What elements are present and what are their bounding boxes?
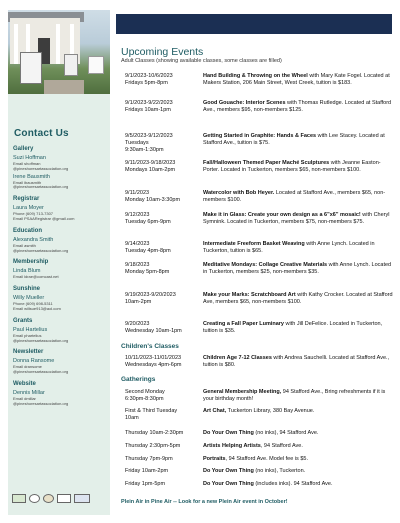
contact-name: Suzi Hoffman xyxy=(13,155,46,161)
footer-note: Plein Air in Pine Air -- Look for a new Plein Air event in October! xyxy=(121,499,288,505)
event-date xyxy=(125,468,203,475)
contact-detail: Email phartelius xyxy=(13,332,42,338)
event-date-line: 9/11/2023-9/18/2023 xyxy=(125,160,176,166)
event-date xyxy=(125,190,203,204)
event-description: Do Your Own Thing (no inks), 94 Stafford Ave. xyxy=(203,430,319,436)
event-date-line: Thursday 2:30pm-5pm xyxy=(125,443,181,449)
contact-section-heading: Registrar xyxy=(13,196,40,203)
event-description: Good Gouache: Interior Scenes with Thomas Rutledge. Located at Stafford Ave., members $95, non-members $125. xyxy=(203,100,392,113)
event-date xyxy=(125,241,203,255)
event-title: Good Gouache: Interior Scenes xyxy=(203,100,286,106)
event-date xyxy=(125,430,203,437)
event-date-line: 9/5/2023-9/12/2023 xyxy=(125,133,173,139)
event-title: Hand Building & Throwing on the Wheel xyxy=(203,73,308,79)
page-title: Upcoming Events xyxy=(121,46,204,58)
event-title: Make it in Glass: Create your own design as a 6"x6" mosaic! xyxy=(203,212,361,218)
event-date-line: Second Monday xyxy=(125,389,165,395)
contact-detail: Email asmith xyxy=(13,242,36,248)
event-date-line: Monday 5pm-8pm xyxy=(125,269,170,275)
event-date-line: Fridays 5pm-8pm xyxy=(125,80,168,86)
contact-detail: @pineshoresartassociation.org xyxy=(13,369,69,375)
event-description: Fall/Halloween Themed Paper Maché Sculptures with Jeanne Easton-Porter. Located in Tuckerton, members $65, non-members $100. xyxy=(203,160,381,173)
event-title: Children Age 7-12 Classes xyxy=(203,355,272,361)
event-date-line: 9/1/2023-9/22/2023 xyxy=(125,100,173,106)
contact-detail: Email PSAARegistrar @gmail.com xyxy=(13,215,75,221)
event-date-line: 9:30am-1:30pm xyxy=(125,147,164,153)
event-title: Intermediate Freeform Basket Weaving xyxy=(203,241,305,247)
event-description: Make your Marks: Scratchboard Art with Kathy Crocker. Located at Stafford Ave, members $65, non-members $100. xyxy=(203,292,393,305)
contact-list xyxy=(13,145,109,407)
event-date xyxy=(125,408,203,422)
event-date-line: Friday 10am-2pm xyxy=(125,468,169,474)
event-title: Art Chat, xyxy=(203,408,227,414)
contact-title: Contact Us xyxy=(14,128,69,139)
event-date-line: Mondays 10am-2pm xyxy=(125,167,176,173)
contact-name: Willy Mueller xyxy=(13,295,45,302)
event-description: Watercolor with Bob Heyer. Located at Stafford Ave., members $65, non-members $100. xyxy=(203,190,386,203)
event-description: Creating a Fall Paper Luminary with Jill DeFelice. Located in Tuckerton, tuition is $35. xyxy=(203,321,383,334)
event-date-line: 9/1/2023-10/6/2023 xyxy=(125,73,173,79)
contact-name: Alexandra Smith xyxy=(13,236,54,243)
event-date xyxy=(125,389,203,403)
contact-detail: Email willsue913@aol.com xyxy=(13,305,61,311)
contact-detail: Email ibausmith xyxy=(13,179,42,185)
event-title: Do Your Own Thing xyxy=(203,468,254,474)
event-description: Intermediate Freeform Basket Weaving with Anne Lynch. Located in Tuckerton, tuition is $65. xyxy=(203,241,375,254)
event-date xyxy=(125,443,203,450)
event-date-line: Tuesdays xyxy=(125,140,149,146)
sponsor-logo xyxy=(74,494,90,503)
event-date xyxy=(125,456,203,463)
event-description: Art Chat, Tuckerton Library, 380 Bay Avenue. xyxy=(203,408,315,414)
event-date xyxy=(125,481,203,488)
main-header xyxy=(121,46,393,65)
event-date-line: Thursday 7pm-9pm xyxy=(125,456,173,462)
contact-name: Linda Blum xyxy=(13,268,41,275)
event-title: Do Your Own Thing xyxy=(203,430,254,436)
event-date-line: 9/12/2023 xyxy=(125,212,150,218)
event-date-line: Friday 1pm-5pm xyxy=(125,481,166,487)
event-date xyxy=(125,262,203,276)
event-date-line: 9/14/2023 xyxy=(125,241,150,247)
contact-detail: Email shoffman xyxy=(13,161,41,166)
contact-section-heading: Education xyxy=(13,227,43,234)
sidebar xyxy=(8,10,110,515)
contact-section-heading: Membership xyxy=(13,259,49,266)
event-date xyxy=(125,133,203,154)
sponsor-logo xyxy=(43,494,54,503)
event-title: Fall/Halloween Themed Paper Maché Sculptures xyxy=(203,160,330,166)
contact-name: Donna Ransome xyxy=(13,358,55,365)
event-description: Artists Helping Artists, 94 Stafford Ave. xyxy=(203,443,303,449)
contact-detail: Email dransome xyxy=(13,364,42,370)
event-date-line: Wednesday 10am-1pm xyxy=(125,328,182,334)
sponsor-logos xyxy=(12,493,106,504)
event-description: Hand Building & Throwing on the Wheel with Mary Kate Fogel. Located at Makers Station, 206 Main Street, West Creek, tuition is $183. xyxy=(203,73,390,86)
event-title: Creating a Fall Paper Luminary xyxy=(203,321,284,327)
event-title: Do Your Own Thing xyxy=(203,481,254,487)
event-date-line: Wednesdays 4pm-6pm xyxy=(125,362,182,368)
event-description: Make it in Glass: Create your own design as a 6"x6" mosaic! with Cheryl Symnink. Located in Tuckerton, members $75, non-members $75. xyxy=(203,212,390,225)
contact-name: Irene Bausmith xyxy=(13,173,50,180)
contact-name: Dennis Millar xyxy=(13,389,45,396)
contact-section-heading: Grants xyxy=(13,317,33,324)
contact-section-heading: Sunshine xyxy=(13,286,41,293)
page-subtitle: Adult Classes (showing available classes, some classes are filled) xyxy=(121,58,282,64)
event-title: General Membership Meeting, xyxy=(203,389,282,395)
contact-detail: @pineshoresartassociation.org xyxy=(13,337,69,343)
event-date xyxy=(125,292,203,306)
event-date-line: 9/11/2023 xyxy=(125,190,150,196)
event-description: Portraits, 94 Stafford Ave. Model fee is $5. xyxy=(203,456,308,462)
event-description: Do Your Own Thing (no inks), Tuckerton. xyxy=(203,468,306,474)
event-date-line: 10am xyxy=(125,415,139,421)
children-heading: Children's Classes xyxy=(121,343,179,350)
contact-detail: Phone (609) 698-5311 xyxy=(13,301,53,307)
event-date xyxy=(125,100,203,114)
event-date-line: Tuesday 6pm-9pm xyxy=(125,219,171,225)
event-title: Portraits xyxy=(203,456,226,462)
event-date xyxy=(125,321,203,335)
event-date-line: Tuesday 4pm-8pm xyxy=(125,248,171,254)
gatherings-heading: Gatherings xyxy=(121,376,156,383)
event-description: Meditative Mondays: Collage Creative Materials with Anne Lynch. Located in Tuckerton, members $25, non-members $35. xyxy=(203,262,392,275)
event-date-line: 6:30pm-8:30pm xyxy=(125,396,164,402)
sponsor-logo xyxy=(57,494,71,503)
contact-section-heading: Website xyxy=(13,380,36,387)
event-description: General Membership Meeting, 94 Stafford Ave., Bring refreshments if it is your birthday month! xyxy=(203,389,386,402)
event-description: Do Your Own Thing (includes inks). 94 Stafford Ave. xyxy=(203,481,333,487)
event-date-line: 10/11/2023-11/01/2023 xyxy=(125,355,182,361)
contact-detail: Email ldrae@comcast.net xyxy=(13,274,59,280)
event-date-line: First & Third Tuesday xyxy=(125,408,178,414)
contact-detail: @pineshoresartassociation.org xyxy=(13,400,69,406)
event-date-line: 9/18/2023 xyxy=(125,262,150,268)
event-date-line: Fridays 10am-1pm xyxy=(125,107,171,113)
sponsor-logo xyxy=(29,494,40,503)
event-date-line: Thursday 10am-2:30pm xyxy=(125,430,184,436)
event-date-line: 10am-2pm xyxy=(125,299,152,305)
contact-section-heading: Newsletter xyxy=(13,349,44,356)
event-title: Artists Helping Artists xyxy=(203,443,261,449)
event-title: Meditative Mondays: Collage Creative Materials xyxy=(203,262,328,268)
event-date xyxy=(125,73,203,87)
header-banner xyxy=(116,14,392,34)
event-title: Watercolor with Bob Heyer. xyxy=(203,190,275,196)
sponsor-logo xyxy=(12,494,26,503)
event-date xyxy=(125,355,203,369)
contact-name: Paul Hartelius xyxy=(13,326,48,333)
event-date-line: Monday 10am-3:30pm xyxy=(125,197,181,203)
contact-detail: @pineshoresartassociation.org xyxy=(13,165,69,171)
contact-detail: @pineshoresartassociation.org xyxy=(13,184,69,190)
contact-detail: Email dmillar xyxy=(13,395,36,401)
contact-detail: Phone (609) 713-7307 xyxy=(13,211,54,217)
event-date xyxy=(125,212,203,226)
event-title: Make your Marks: Scratchboard Art xyxy=(203,292,296,298)
contact-section-heading: Gallery xyxy=(13,146,34,152)
contact-name: Laura Moyer xyxy=(13,205,44,212)
event-date xyxy=(125,160,203,174)
event-date-line: 9/20/2023 xyxy=(125,321,150,327)
event-date-line: 9/19/2023-9/20/2023 xyxy=(125,292,176,298)
gallery-photo xyxy=(8,10,110,94)
contact-detail: @pineshoresartassociation.org xyxy=(13,247,69,253)
event-description: Getting Started in Graphite: Hands & Faces with Lee Stacey. Located at Stafford Ave., tuition is $75. xyxy=(203,133,385,146)
event-description: Children Age 7-12 Classes with Andrea Sauchelli. Located at Stafford Ave., tuition is $80. xyxy=(203,355,390,368)
event-title: Getting Started in Graphite: Hands & Faces xyxy=(203,133,317,139)
